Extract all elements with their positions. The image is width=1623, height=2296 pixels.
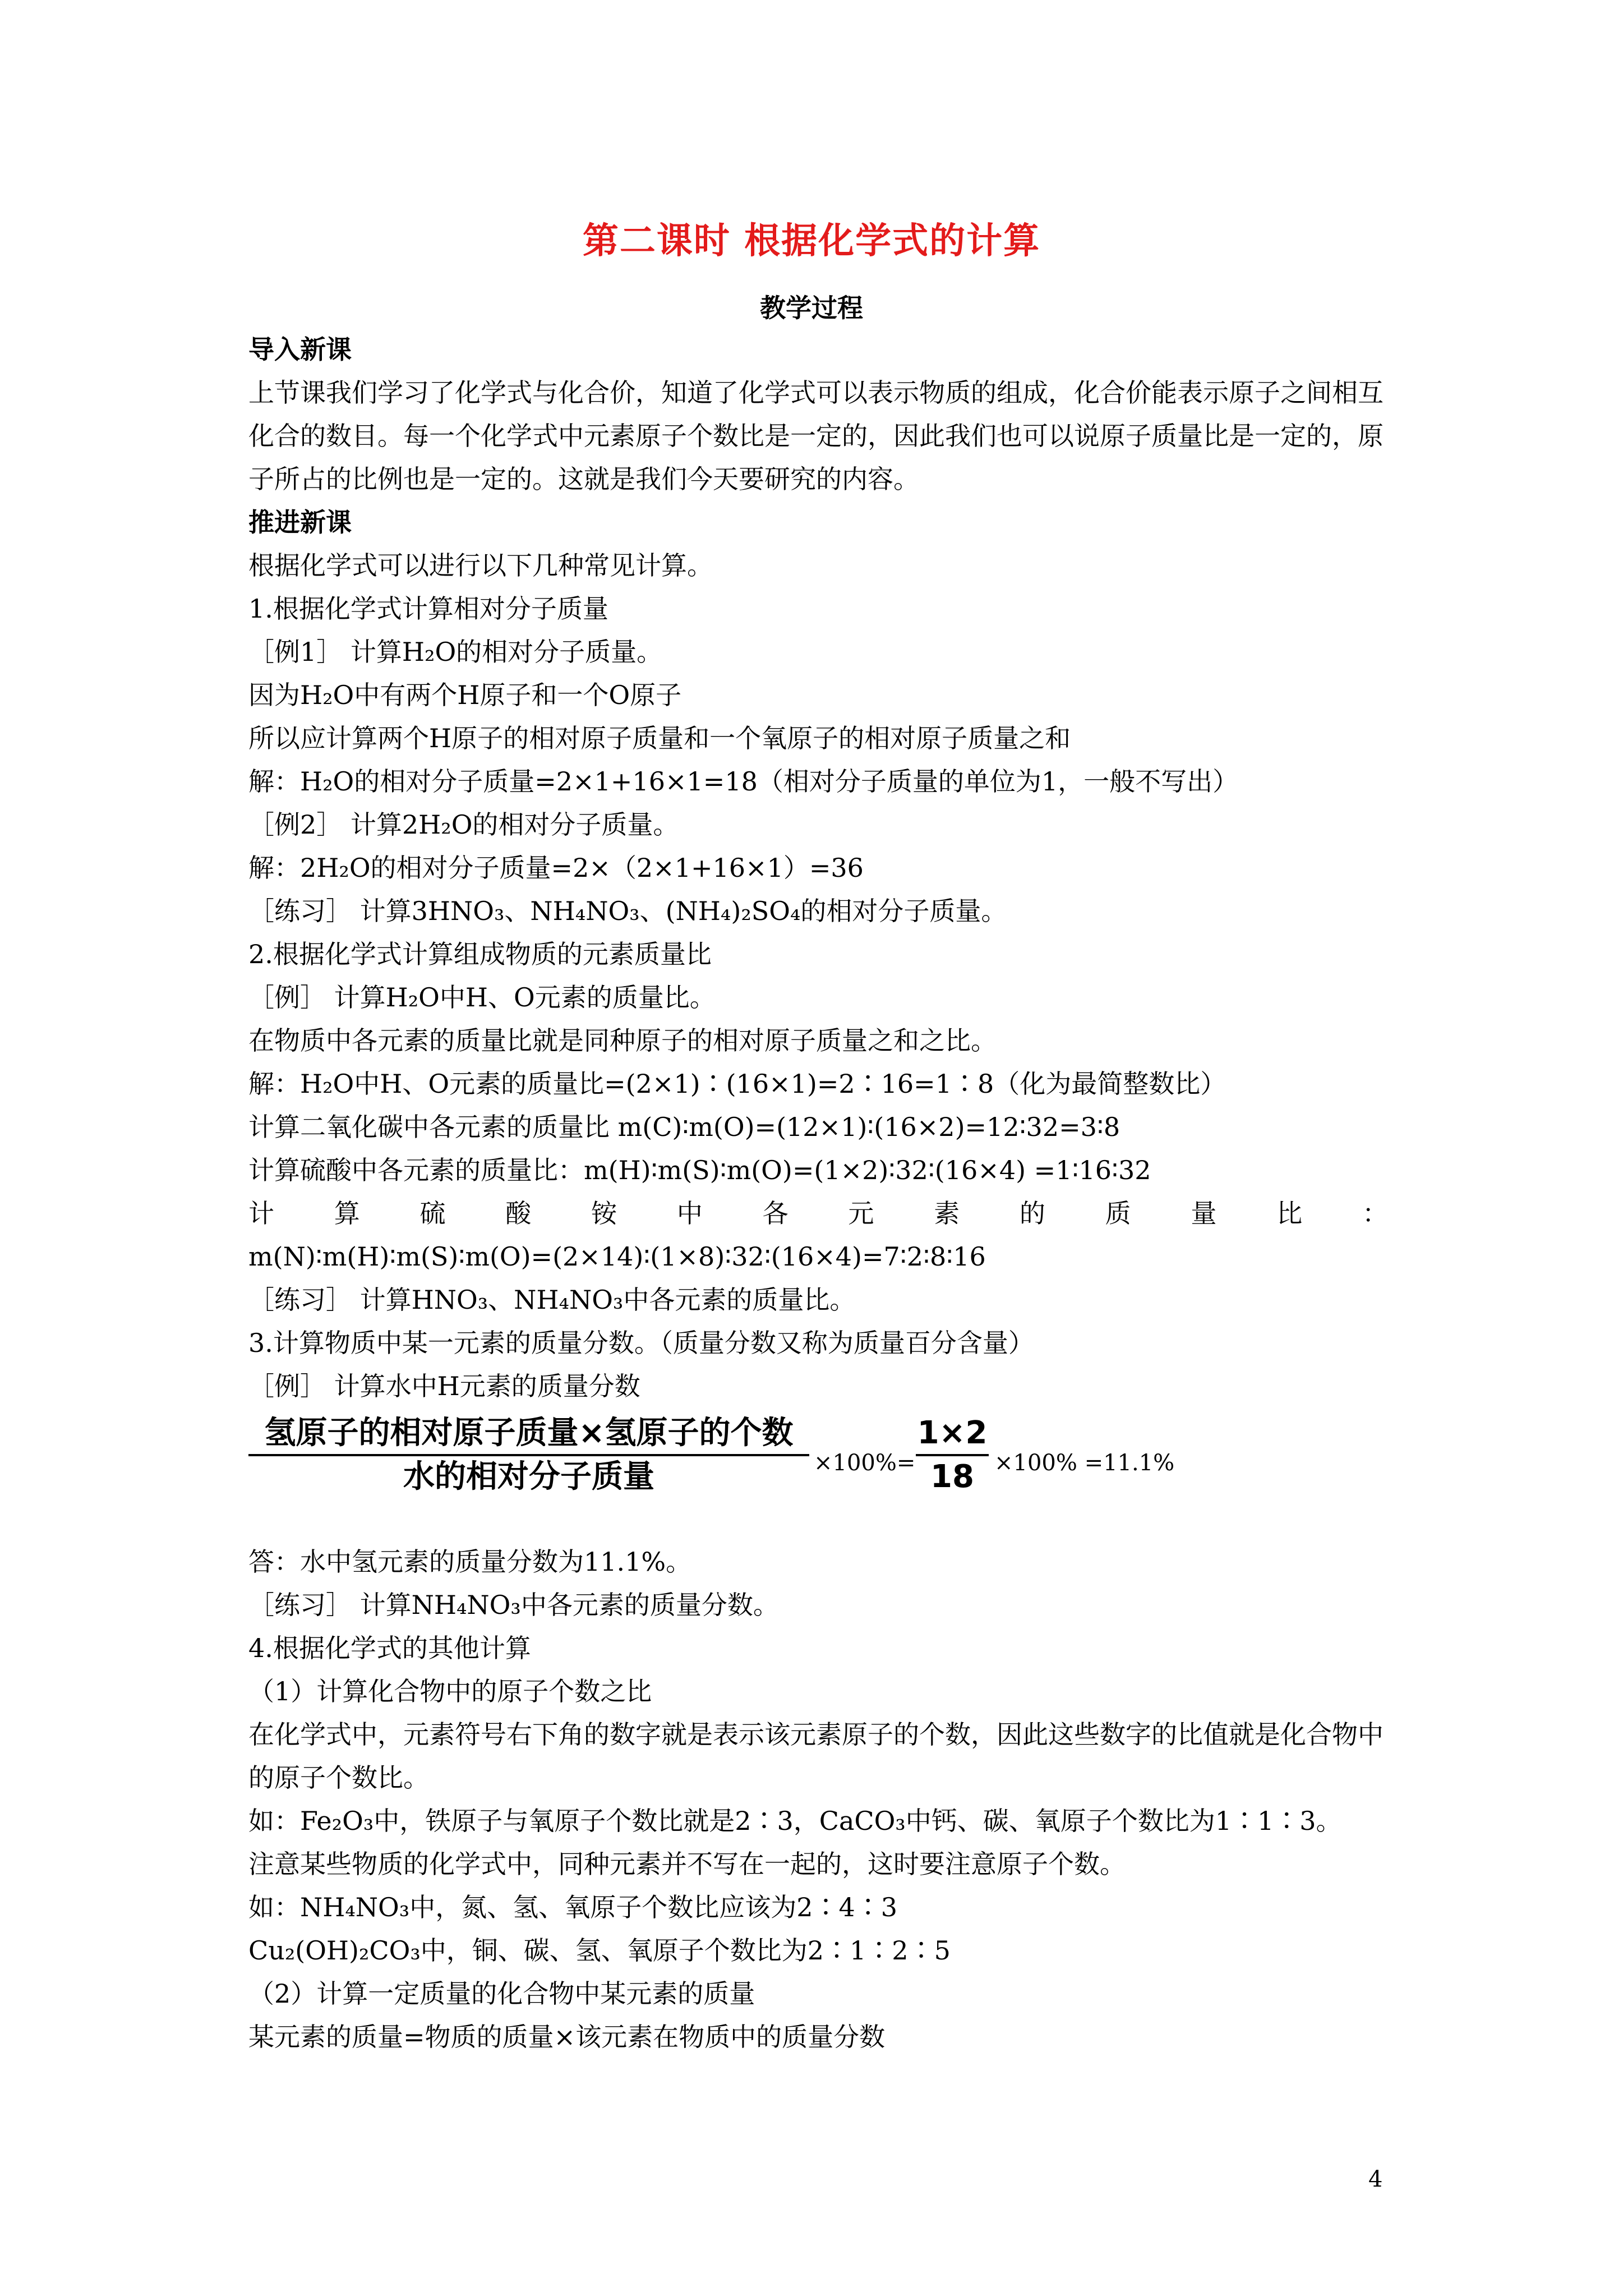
fraction-1-denominator: 水的相对分子质量 [403,1458,654,1495]
text-line: 解：H₂O的相对分子质量=2×1+16×1=18（相对分子质量的单位为1，一般不写出） [248,766,1239,797]
section-subtitle: 教学过程 [760,293,863,323]
spread-char: 元 [848,1198,874,1228]
section-heading: 推进新课 [248,507,352,537]
fraction-2-numerator: 1×2 [917,1415,988,1451]
multiply-percent-1: ×100%= [814,1450,916,1476]
text-line: 解：2H₂O的相对分子质量=2×（2×1+16×1）=36 [248,853,864,883]
spread-char: 的 [1019,1198,1045,1228]
text-line: 在物质中各元素的质量比就是同种原子的相对原子质量之和之比。 [248,1025,997,1056]
text-line: 计算二氧化碳中各元素的质量比 m(C)∶m(O)=(12×1)∶(16×2)=12∶32=3∶8 [248,1112,1121,1142]
spread-char: 质 [1105,1198,1131,1228]
text-line: ［练习］ 计算HNO₃、NH₄NO₃中各元素的质量比。 [248,1285,856,1315]
text-line: m(N)∶m(H)∶m(S)∶m(O)=(2×14)∶(1×8)∶32∶(16×4)=7∶2∶8∶16 [248,1241,986,1272]
text-line: ［练习］ 计算3HNO₃、NH₄NO₃、(NH₄)₂SO₄的相对分子质量。 [248,896,1007,926]
text-line: 如：Fe₂O₃中，铁原子与氧原子个数比就是2∶3，CaCO₃中钙、碳、氧原子个数比为1∶1∶3。 [248,1806,1342,1836]
spread-char: 算 [334,1198,360,1228]
text-line: 2.根据化学式计算组成物质的元素质量比 [248,939,712,969]
spread-char: 中 [676,1198,703,1228]
multiply-percent-2: ×100% =11.1% [994,1450,1175,1476]
document-body [248,328,1388,2059]
text-line: Cu₂(OH)₂CO₃中，铜、碳、氢、氧原子个数比为2∶1∶2∶5 [248,1935,951,1966]
text-line: （1）计算化合物中的原子个数之比 [248,1676,652,1706]
text-line: 4.根据化学式的其他计算 [248,1633,531,1663]
spread-char: 硫 [419,1198,446,1228]
spread-char: 酸 [505,1198,532,1228]
spread-char: 铵 [591,1198,617,1228]
text-line: 根据化学式可以进行以下几种常见计算。 [248,550,713,581]
page-title: 第二课时 根据化学式的计算 [582,220,1041,262]
fraction-2 [916,1412,989,1498]
mass-fraction-formula [248,1408,1388,1540]
text-line: 注意某些物质的化学式中，同种元素并不写在一起的，这时要注意原子个数。 [248,1849,1126,1879]
text-block-2 [248,1540,1388,2059]
fraction-1-numerator: 氢原子的相对原子质量×氢原子的个数 [264,1415,794,1451]
text-line: 因为H₂O中有两个H原子和一个O原子 [248,680,682,710]
text-line: ［例］ 计算水中H元素的质量分数 [248,1371,640,1401]
text-line: 计算硫酸中各元素的质量比：m(H)∶m(S)∶m(O)=(1×2)∶32∶(16×4) =1∶16∶32 [248,1155,1151,1185]
text-line: ［例2］ 计算2H₂O的相对分子质量。 [248,809,679,840]
page-number: 4 [1368,2166,1383,2192]
spread-char: 量 [1191,1198,1217,1228]
spread-char: ： [1362,1198,1388,1228]
text-line: 3.计算物质中某一元素的质量分数。（质量分数又称为质量百分含量） [248,1328,1034,1358]
fraction-2-denominator: 18 [930,1458,974,1495]
text-line: ［例1］ 计算H₂O的相对分子质量。 [248,637,663,667]
spread-char: 各 [762,1198,789,1228]
spread-char: 素 [934,1198,960,1228]
text-line: 某元素的质量=物质的质量×该元素在物质中的质量分数 [248,2022,886,2052]
text-line: 在化学式中，元素符号右下角的数字就是表示该元素原子的个数，因此这些数字的比值就是化合物中的原子个数比。 [248,1719,1384,1793]
text-line: 1.根据化学式计算相对分子质量 [248,593,608,624]
text-line: 所以应计算两个H原子的相对原子质量和一个氧原子的相对原子质量之和 [248,723,1071,753]
text-block-1 [248,328,1388,1408]
section-heading: 导入新课 [248,334,352,365]
text-line-spread [248,1192,1388,1235]
text-line: 解：H₂O中H、O元素的质量比=(2×1)∶(16×1)=2∶16=1∶8（化为最简整数比） [248,1069,1227,1099]
text-line: 如：NH₄NO₃中，氮、氢、氧原子个数比应该为2∶4∶3 [248,1892,898,1922]
text-line: ［练习］ 计算NH₄NO₃中各元素的质量分数。 [248,1590,779,1620]
spread-char: 计 [248,1198,274,1228]
text-line: （2）计算一定质量的化合物中某元素的质量 [248,1978,755,2009]
text-line: 上节课我们学习了化学式与化合价，知道了化学式可以表示物质的组成，化合价能表示原子之间相互化合的数目。每一个化学式中元素原子个数比是一定的，因此我们也可以说原子质量比是一定的，原子所占的比例也是一定的。这就是我们今天要研究的内容。 [248,378,1384,494]
spread-char: 比 [1276,1198,1303,1228]
fraction-1 [248,1412,809,1498]
text-line: 答：水中氢元素的质量分数为11.1%。 [248,1547,692,1577]
text-line: ［例］ 计算H₂O中H、O元素的质量比。 [248,982,716,1013]
